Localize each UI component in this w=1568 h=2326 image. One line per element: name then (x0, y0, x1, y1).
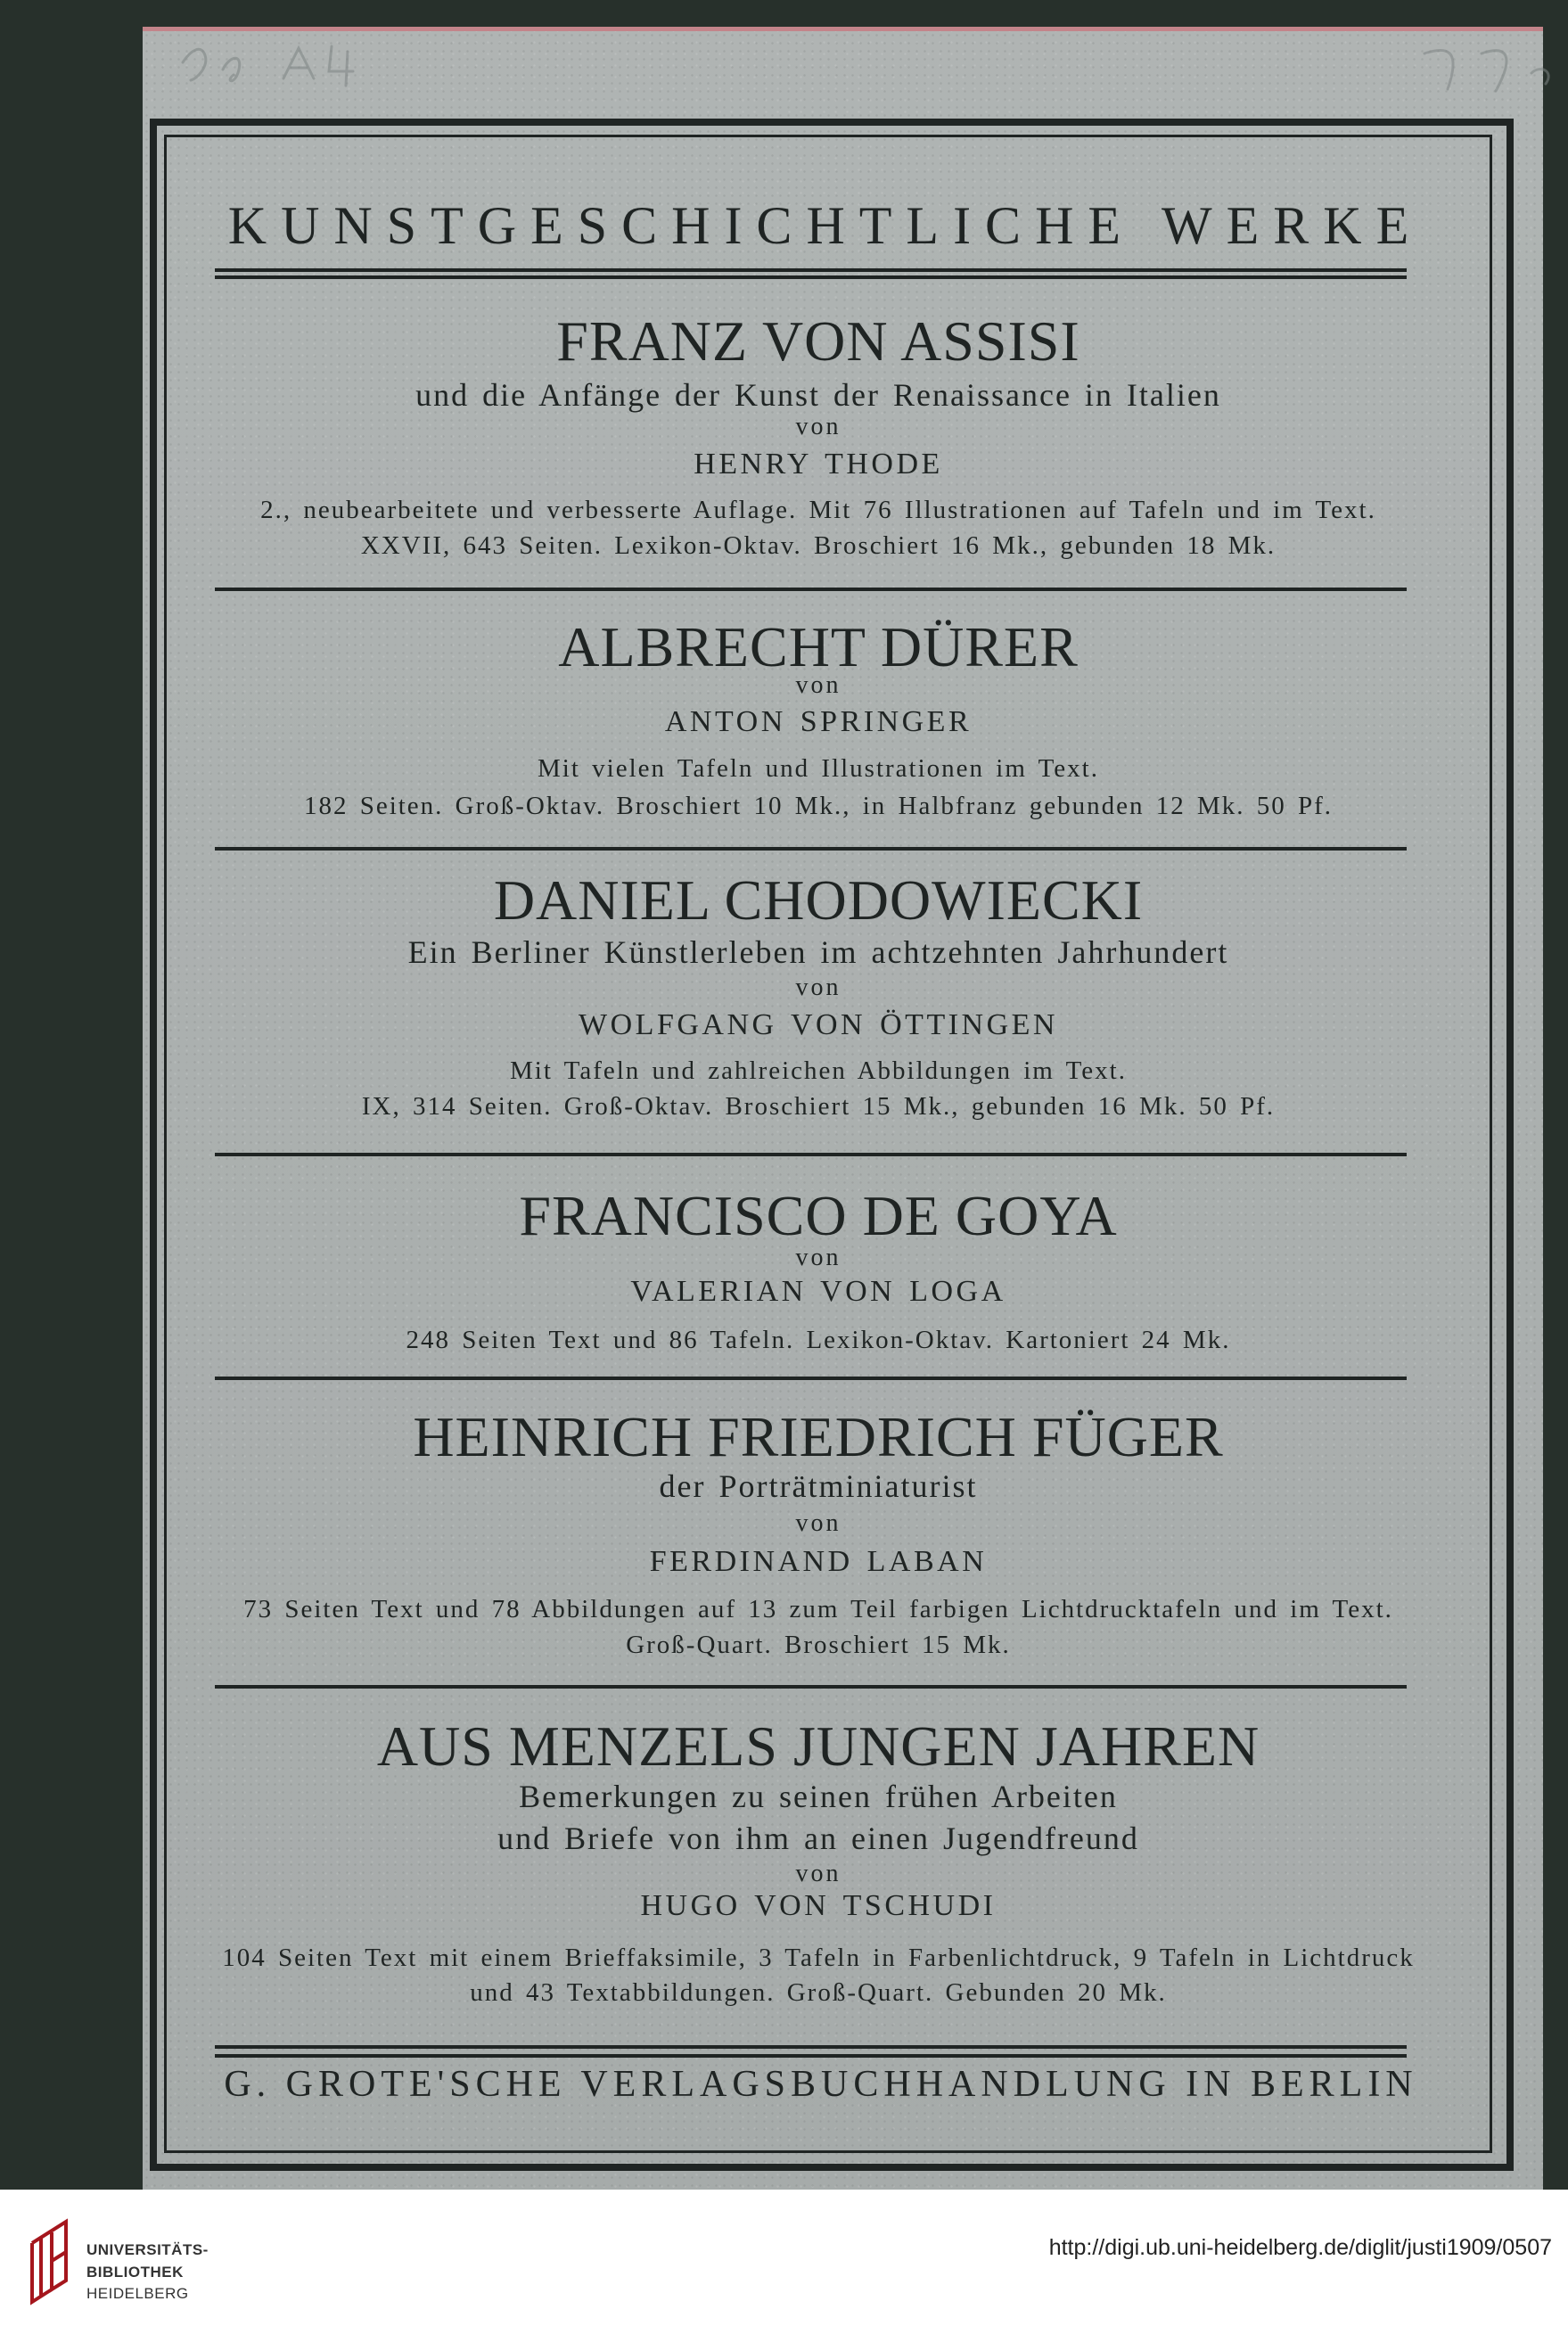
entry-details: 182 Seiten. Groß-Oktav. Broschiert 10 Mk., in Halbfranz gebunden 12 Mk. 50 Pf. (303, 792, 1334, 820)
heading-double-rule-top (215, 268, 1407, 272)
entry-author: FERDINAND LABAN (649, 1545, 988, 1578)
entry-subtitle: und Briefe von ihm an einen Jugendfreund (497, 1821, 1139, 1856)
entry-title: AUS MENZELS JUNGEN JAHREN (376, 1714, 1260, 1778)
entry-author: WOLFGANG VON ÖTTINGEN (579, 1008, 1058, 1041)
entry-details: Mit Tafeln und zahlreichen Abbildungen im Text. (510, 1056, 1127, 1085)
entry-details: XXVII, 643 Seiten. Lexikon-Oktav. Broschiert 16 Mk., gebunden 18 Mk. (360, 531, 1277, 560)
entry-by-label: von (795, 1509, 841, 1537)
entry-subtitle: und die Anfänge der Kunst der Renaissance in Italien (415, 377, 1221, 413)
publisher-double-rule-bottom (215, 2054, 1407, 2058)
entry-by-label: von (795, 413, 841, 440)
entry-details: Groß-Quart. Broschiert 15 Mk. (626, 1631, 1011, 1659)
entry-details: 104 Seiten Text mit einem Brieffaksimile, 3 Tafeln in Farbenlichtdruck, 9 Tafeln in Lichtdruck (222, 1944, 1415, 1972)
permalink-url: http://digi.ub.uni-heidelberg.de/diglit/justi1909/0507 (1048, 2235, 1552, 2260)
entry-by-label: von (795, 974, 841, 1001)
entry-details: Mit vielen Tafeln und Illustrationen im Text. (538, 754, 1099, 783)
entry-details: und 43 Textabbildungen. Groß-Quart. Gebunden 20 Mk. (470, 1978, 1167, 2007)
publisher-double-rule-top (215, 2045, 1407, 2049)
entry-subtitle: Ein Berliner Künstlerleben im achtzehnten Jahrhundert (407, 934, 1229, 970)
heading-double-rule-bottom (215, 275, 1407, 279)
entry-details: 2., neubearbeitete und verbesserte Auflage. Mit 76 Illustrationen auf Tafeln und im Text. (260, 496, 1376, 524)
entry-author: HUGO VON TSCHUDI (640, 1889, 997, 1922)
entry-details: 73 Seiten Text und 78 Abbildungen auf 13 zum Teil farbigen Lichtdrucktafeln und im Text. (243, 1595, 1393, 1623)
entry-author: VALERIAN VON LOGA (630, 1275, 1006, 1308)
section-divider (215, 847, 1407, 851)
entry-subtitle: der Porträtminiaturist (659, 1468, 978, 1504)
entry-by-label: von (795, 1244, 841, 1271)
entry-by-label: von (795, 1860, 841, 1887)
entry-details: 248 Seiten Text und 86 Tafeln. Lexikon-Oktav. Kartoniert 24 Mk. (406, 1326, 1231, 1354)
entry-title: HEINRICH FRIEDRICH FÜGER (413, 1405, 1224, 1468)
entry-title: FRANCISCO DE GOYA (519, 1184, 1118, 1247)
publisher-imprint: G. GROTE'SCHE VERLAGSBUCHHANDLUNG IN BERLIN (224, 2064, 1418, 2105)
catalog-heading: KUNSTGESCHICHTLICHE WERKE (227, 196, 1424, 255)
entry-title: DANIEL CHODOWIECKI (493, 868, 1144, 932)
section-divider (215, 1153, 1407, 1156)
entry-details: IX, 314 Seiten. Groß-Oktav. Broschiert 15 Mk., gebunden 16 Mk. 50 Pf. (361, 1092, 1276, 1121)
library-name-line: BIBLIOTHEK (86, 2264, 184, 2281)
pencil-annotation (0, 0, 1568, 125)
library-name-line: HEIDELBERG (86, 2285, 189, 2302)
entry-author: HENRY THODE (694, 448, 943, 481)
section-divider (215, 1377, 1407, 1380)
entry-by-label: von (795, 671, 841, 699)
section-divider (215, 1685, 1407, 1689)
entry-title: ALBRECHT DÜRER (558, 615, 1079, 678)
library-name-line: UNIVERSITÄTS- (86, 2241, 209, 2258)
entry-subtitle: Bemerkungen zu seinen frühen Arbeiten (519, 1779, 1118, 1814)
ub-heidelberg-logo-icon (25, 2216, 78, 2305)
entry-author: ANTON SPRINGER (664, 705, 973, 738)
library-footer (0, 2190, 1568, 2326)
entry-title: FRANZ VON ASSISI (556, 309, 1080, 373)
section-divider (215, 588, 1407, 591)
